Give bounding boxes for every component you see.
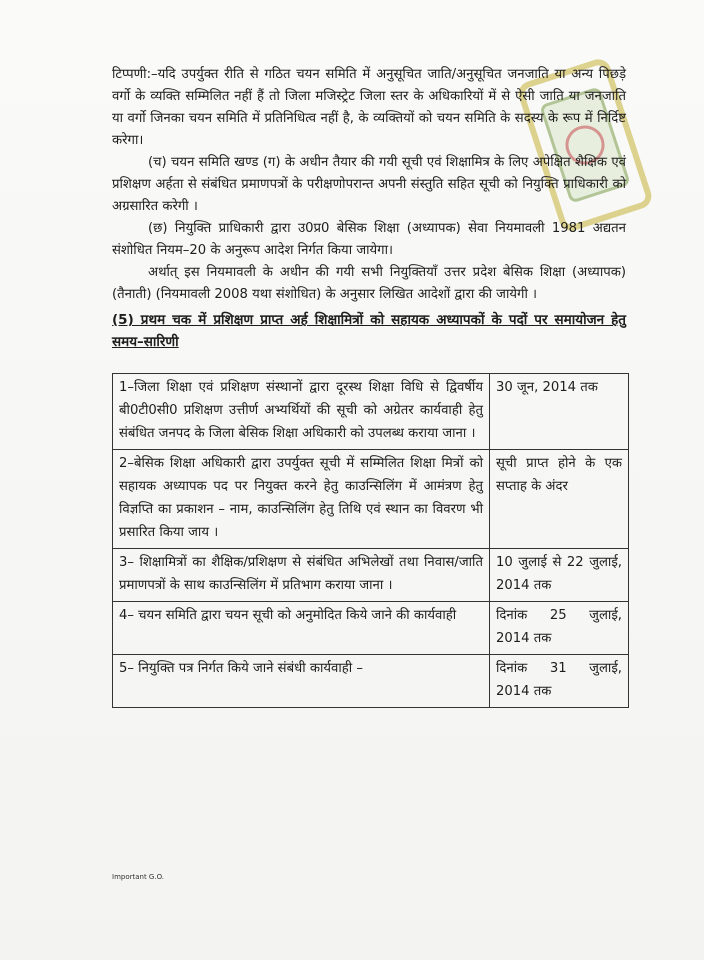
paragraph-chh: (छ) नियुक्ति प्राधिकारी द्वारा उ0प्र0 बेसिक शिक्षा (अध्यापक) सेवा नियमावली 1981 अद्यतन संशोधित नियम–20 के अनुरूप आदेश निर्गत किया जायेगा। xyxy=(112,221,626,258)
section-heading: (5) प्रथम चक में प्रशिक्षण प्राप्त अर्ह शिक्षामित्रों को सहायक अध्यापकों के पदों पर समायोजन हेतु समय–सारिणी xyxy=(112,312,626,350)
paragraph-arthat: अर्थात् इस नियमावली के अधीन की गयी सभी नियुक्तियाँ उत्तर प्रदेश बेसिक शिक्षा (अध्यापक) (तैनाती) (नियमावली 2008 यथा संशोधित) के अनुसार लिखित आदेशों द्वारा की जायेगी । xyxy=(112,265,626,302)
table-row xyxy=(113,450,629,549)
task-cell: 2–बेसिक शिक्षा अधिकारी द्वारा उपर्युक्त सूची में सम्मिलित शिक्षा मित्रों को सहायक अध्यापक पद पर नियुक्त करने हेतु काउन्सिलिंग में आमंत्रण हेतु विज्ञप्ति का प्रकाशन – नाम, काउन्सिलिंग हेतु तिथि एवं स्थान का विवरण भी प्रसारित किया जाय । xyxy=(113,450,490,549)
date-cell: दिनांक 31 जुलाई, 2014 तक xyxy=(490,655,629,708)
date-cell: 10 जुलाई से 22 जुलाई, 2014 तक xyxy=(490,549,629,602)
task-cell: 3– शिक्षामित्रों का शैक्षिक/प्रशिक्षण से संबंधित अभिलेखों तथा निवास/जाति प्रमाणपत्रों के साथ काउन्सिलिंग में प्रतिभाग कराया जाना । xyxy=(113,549,490,602)
task-cell: 4– चयन समिति द्वारा चयन सूची को अनुमोदित किये जाने की कार्यवाही xyxy=(113,602,490,655)
table-row xyxy=(113,602,629,655)
table-row xyxy=(113,549,629,602)
date-cell: सूची प्राप्त होने के एक सप्ताह के अंदर xyxy=(490,450,629,549)
table-row xyxy=(113,655,629,708)
date-cell: 30 जून, 2014 तक xyxy=(490,374,629,450)
document-body xyxy=(112,64,626,708)
schedule-table xyxy=(112,373,629,708)
task-cell: 1–जिला शिक्षा एवं प्रशिक्षण संस्थानों द्वारा दूरस्थ शिक्षा विधि से द्विवर्षीय बी0टी0सी0 प्रशिक्षण उत्तीर्ण अभ्यर्थियों की सूची को अग्रेतर कार्यवाही हेतु संबंधित जनपद के जिला बेसिक शिक्षा अधिकारी को उपलब्ध कराया जाना । xyxy=(113,374,490,450)
date-cell: दिनांक 25 जुलाई, 2014 तक xyxy=(490,602,629,655)
footer-note: Important G.O. xyxy=(112,873,165,881)
note-paragraph: टिप्पणी:–यदि उपर्युक्त रीति से गठित चयन समिति में अनुसूचित जाति/अनुसूचित जनजाति या अन्य पिछड़े वर्गो के व्यक्ति सम्मिलित नहीं हैं तो जिला मजिस्ट्रेट जिला स्तर के अधिकारियों में से ऐसी जाति या जनजाति या वर्गो जिनका चयन समिति में प्रतिनिधित्व नहीं है, के व्यक्तियों को चयन समिति के सदस्य के रूप में निर्दिष्ट करेगा। xyxy=(112,67,626,148)
task-cell: 5– नियुक्ति पत्र निर्गत किये जाने संबंधी कार्यवाही – xyxy=(113,655,490,708)
paragraph-ch: (च) चयन समिति खण्ड (ग) के अधीन तैयार की गयी सूची एवं शिक्षामित्र के लिए अपेक्षित शैक्षिक एवं प्रशिक्षण अर्हता से संबंधित प्रमाणपत्रों के परीक्षणोपरान्त अपनी संस्तुति सहित सूची को नियुक्ति प्राधिकारी को अग्रसारित करेगी । xyxy=(112,155,626,214)
table-row xyxy=(113,374,629,450)
